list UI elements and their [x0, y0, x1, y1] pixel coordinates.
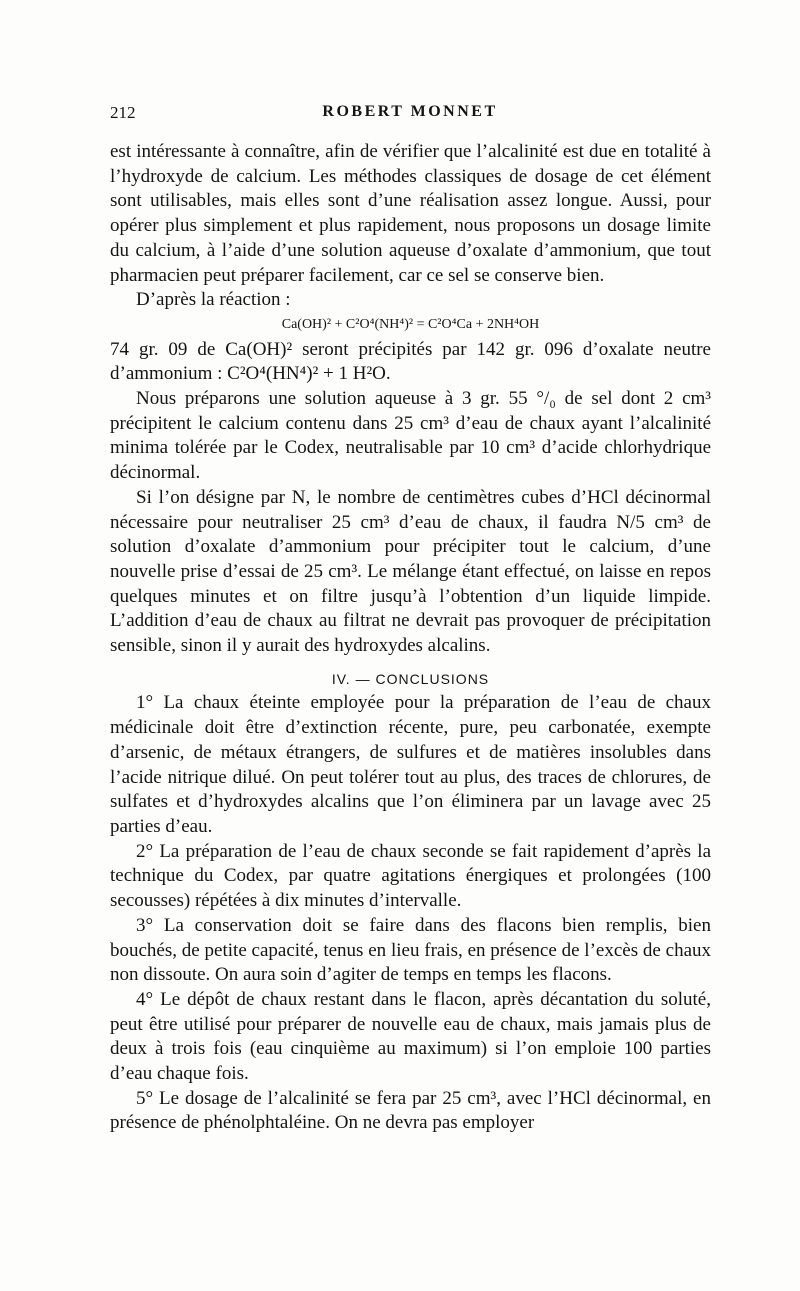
paragraph: D’après la réaction :	[136, 289, 291, 311]
paragraph: Nous préparons une solution aqueuse à 3 gr. 55 °/₀ de sel dont 2 cm³ précipitent le calcium contenu dans 25 cm³ d’eau de chaux ayant l’alcalinité minima tolérée par le Codex, neutralisable par 10 cm³ d’acide chlorhydrique décinormal.	[110, 388, 711, 484]
conclusion-item: 1° La chaux éteinte employée pour la préparation de l’eau de chaux médicinale doit être d’extinction récente, pure, peu carbonatée, exempte d’arsenic, de métaux étrangers, de sulfures et de matières insolubles dans l’acide nitrique dilué. On peut tolérer tout au plus, des traces de chlorures, de sulfates et d’hydroxydes alcalins que l’on éliminera par un lavage avec 25 parties d’eau.	[110, 692, 711, 837]
reaction-formula: Ca(OH)² + C²O⁴(NH⁴)² = C²O⁴Ca + 2NH⁴OH	[281, 316, 540, 332]
page-number: 212	[110, 103, 136, 122]
paragraph: 74 gr. 09 de Ca(OH)² seront précipités par 142 gr. 096 d’oxalate neutre d’ammonium : C²O⁴(HN⁴)² + 1 H²O.	[110, 338, 711, 385]
section-heading: IV. — CONCLUSIONS	[331, 670, 490, 687]
running-title: ROBERT MONNET	[322, 103, 498, 120]
conclusion-item: 4° Le dépôt de chaux restant dans le flacon, après décantation du soluté, peut être utilisé pour préparer de nouvelle eau de chaux, mais jamais plus de deux à trois fois (eau cinquième au maximum) si l’on emploie 100 parties d’eau chaque fois.	[110, 988, 711, 1085]
conclusion-item: 2° La préparation de l’eau de chaux seconde se fait rapidement d’après la technique du Codex, par quatre agitations énergiques et prolongées (100 secousses) répétées à dix minutes d’intervalle.	[110, 840, 711, 912]
paragraph: Si l’on désigne par N, le nombre de centimètres cubes d’HCl décinormal nécessaire pour neutraliser 25 cm³ d’eau de chaux, il faudra N/5 cm³ de solution d’oxalate d’ammonium pour précipiter tout le calcium, d’une nouvelle prise d’essai de 25 cm³. Le mélange étant effectué, on laisse en repos quelques minutes et on filtre jusqu’à l’obtention d’un liquide limpide. L’addition d’eau de chaux au filtrat ne devrait pas provoquer de précipitation sensible, sinon il y aurait des hydroxydes alcalins.	[110, 486, 711, 657]
page-body	[110, 140, 711, 1136]
paragraph: est intéressante à connaître, afin de vérifier que l’alcalinité est due en totalité à l’hydroxyde de calcium. Les méthodes classiques de dosage de cet élément sont utilisables, mais elles sont d’une réalisation assez longue. Aussi, pour opérer plus simplement et plus rapidement, nous proposons un dosage limite du calcium, à l’aide d’une solution aqueuse d’oxalate d’ammonium, que tout pharmacien peut préparer facilement, car ce sel se conserve bien.	[110, 141, 711, 286]
conclusion-item: 3° La conservation doit se faire dans des flacons bien remplis, bien bouchés, de petite capacité, tenus en lieu frais, en présence de l’excès de chaux non dissoute. On aura soin d’agiter de temps en temps les flacons.	[110, 914, 711, 986]
page-header	[110, 103, 710, 129]
conclusion-item: 5° Le dosage de l’alcalinité se fera par 25 cm³, avec l’HCl décinormal, en présence de phénolphtaléine. On ne devra pas employer	[110, 1087, 711, 1134]
